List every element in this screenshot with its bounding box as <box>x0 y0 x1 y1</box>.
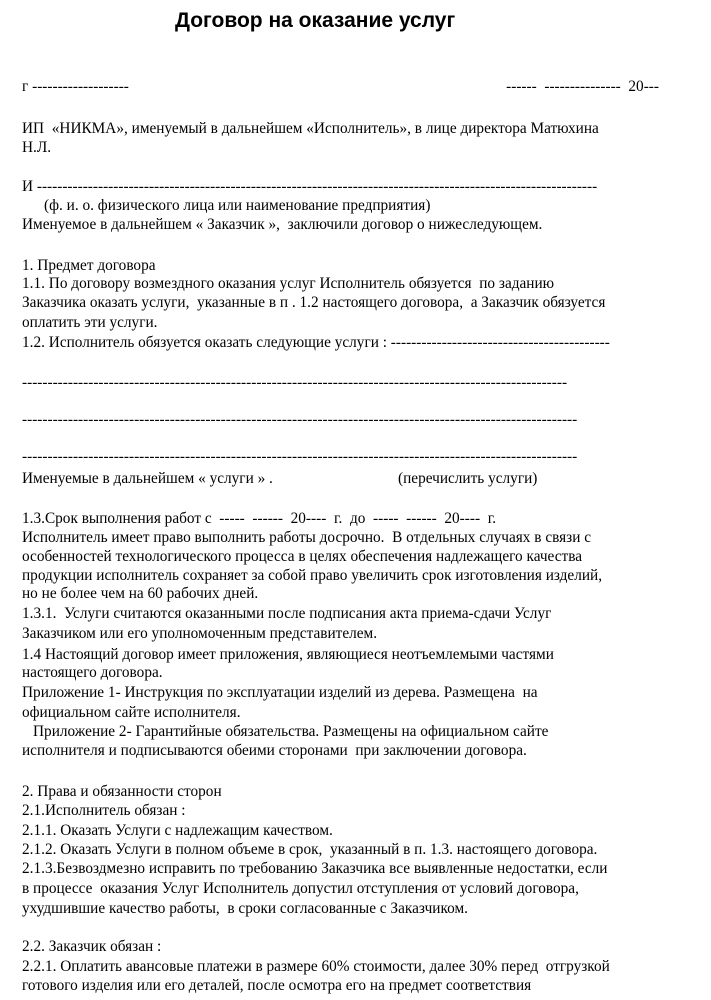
party2-line: И -------------------------------------------------------------------------------------------------------------- <box>22 178 598 195</box>
place-line: г ------------------- <box>22 78 129 95</box>
party2-line2: Именуемое в дальнейшем « Заказчик », заключили договор о нижеследующем. <box>22 216 543 233</box>
appendix-1-line2: официальном сайте исполнителя. <box>22 704 241 721</box>
clause-1-4-line1: 1.4 Настоящий договор имеет приложения, являющиеся неотъемлемыми частями <box>22 646 554 663</box>
section2-title: 2. Права и обязанности сторон <box>22 783 222 800</box>
date-line: ------ --------------- 20--- <box>506 78 659 95</box>
clause-2-1-3-line2: в процессе оказания Услуг Исполнитель допустил отступления от условий договора, <box>22 880 579 897</box>
blank-dash-line-2: ------------------------------------------------------------------------------------------------------------- <box>22 411 578 428</box>
section1-title: 1. Предмет договора <box>22 257 156 274</box>
clause-1-3-line4: продукции исполнитель сохраняет за собой право увеличить срок изготовления изделий, <box>22 567 603 584</box>
clause-1-1-line1: 1.1. По договору возмездного оказания услуг Исполнитель обязуется по заданию <box>22 275 555 292</box>
clause-2-2: 2.2. Заказчик обязан : <box>22 938 162 955</box>
clause-1-3-line1: 1.3.Срок выполнения работ с ----- ------ 20---- г. до ----- ------ 20---- г. <box>22 510 497 527</box>
clause-2-1-3-line3: ухудшившие качество работы, в сроки согласованные с Заказчиком. <box>22 900 468 917</box>
clause-1-3-line2: Исполнитель имеет право выполнить работы досрочно. В отдельных случаях в связи с <box>22 529 592 546</box>
clause-1-2-line1: 1.2. Исполнитель обязуется оказать следующие услуги : ------------------------------------------- <box>22 334 610 351</box>
blank-dash-line-1: ----------------------------------------------------------------------------------------------------------- <box>22 374 568 391</box>
clause-2-1-1: 2.1.1. Оказать Услуги с надлежащим качеством. <box>22 822 333 839</box>
clause-2-1-2: 2.1.2. Оказать Услуги в полном объеме в срок, указанный в п. 1.3. настоящего договора. <box>22 841 598 858</box>
clause-2-2-1-line1: 2.2.1. Оплатить авансовые платежи в размере 60% стоимости, далее 30% перед отгрузкой <box>22 958 610 975</box>
clause-1-3-line3: особенностей технологического процесса в целях обеспечения надлежащего качества <box>22 548 583 565</box>
clause-1-3-1-line1: 1.3.1. Услуги считаются оказанными после подписания акта приема-сдачи Услуг <box>22 605 552 622</box>
clause-2-1: 2.1.Исполнитель обязан : <box>22 802 186 819</box>
services-hint: (перечислить услуги) <box>398 470 538 487</box>
appendix-1-line1: Приложение 1- Инструкция по эксплуатации изделий из дерева. Размещена на <box>22 684 538 701</box>
clause-1-3-1-line2: Заказчиком или его уполномоченным представителем. <box>22 625 378 642</box>
party1-line1: ИП «НИКМА», именуемый в дальнейшем «Исполнитель», в лице директора Матюхина <box>22 120 599 137</box>
appendix-2-line2: исполнителя и подписываются обеими сторонами при заключении договора. <box>22 742 527 759</box>
clause-2-1-3-line1: 2.1.3.Безвоздмезно исправить по требованию Заказчика все выявленные недостатки, если <box>22 860 608 877</box>
appendix-2-line1: Приложение 2- Гарантийные обязательства. Размещены на официальном сайте <box>33 723 549 740</box>
clause-1-1-line3: оплатить эти услуги. <box>22 314 158 331</box>
party2-note: (ф. и. о. физического лица или наименование предприятия) <box>44 197 431 214</box>
party1-line2: Н.Л. <box>22 139 52 156</box>
clause-1-4-line2: настоящего договора. <box>22 664 163 681</box>
document-title: Договор на оказание услуг <box>175 9 456 32</box>
services-named: Именуемые в дальнейшем « услуги » . <box>22 470 273 487</box>
blank-dash-line-3: ------------------------------------------------------------------------------------------------------------- <box>22 448 578 465</box>
clause-2-2-1-line2: готового изделия или его деталей, после осмотра его на предмет соответствия <box>22 977 532 994</box>
clause-1-1-line2: Заказчика оказать услуги, указанные в п . 1.2 настоящего договора, а Заказчик обязуется <box>22 294 606 311</box>
clause-1-3-line5: но не более чем на 60 рабочих дней. <box>22 585 259 602</box>
